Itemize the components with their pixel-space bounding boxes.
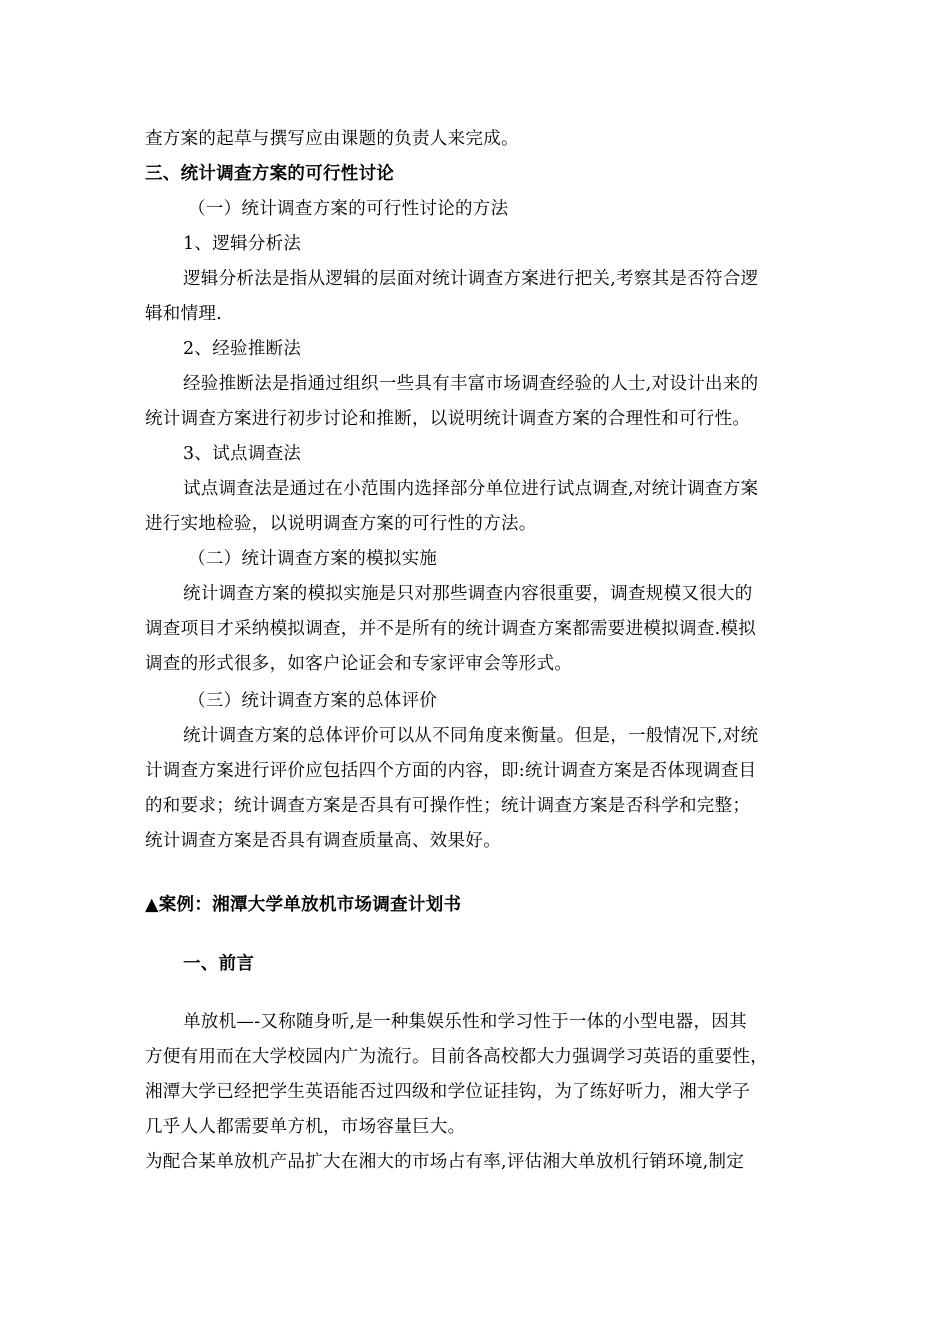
paragraph-line: 单放机—-又称随身听,是一种集娱乐性和学习性于一体的小型电器，因其 xyxy=(183,1012,747,1032)
paragraph-line: 调查项目才采纳模拟调查，并不是所有的统计调查方案都需要进模拟调查.模拟 xyxy=(145,619,757,639)
paragraph-line: 试点调查法是通过在小范围内选择部分单位进行试点调查,对统计调查方案 xyxy=(183,479,759,499)
paragraph-line: 辑和情理. xyxy=(145,304,223,324)
paragraph-line: 几乎人人都需要单方机，市场容量巨大。 xyxy=(145,1117,466,1137)
paragraph-line: 统计调查方案是否具有调查质量高、效果好。 xyxy=(145,831,501,851)
paragraph-line: 湘潭大学已经把学生英语能否过四级和学位证挂钩，为了练好听力，湘大学子 xyxy=(145,1082,751,1102)
paragraph-line: 统计调查方案进行初步讨论和推断，以说明统计调查方案的合理性和可行性。 xyxy=(145,409,751,429)
paragraph-line: 经验推断法是指通过组织一些具有丰富市场调查经验的人士,对设计出来的 xyxy=(183,374,759,394)
paragraph-line: 进行实地检验，以说明调查方案的可行性的方法。 xyxy=(145,514,537,534)
paragraph-line: 统计调查方案的模拟实施是只对那些调查内容很重要，调查规模又很大的 xyxy=(183,584,753,604)
paragraph-line: 的和要求；统计调查方案是否具有可操作性；统计调查方案是否科学和完整； xyxy=(145,796,751,816)
subsection-heading: （一）统计调查方案的可行性讨论的方法 xyxy=(188,199,509,219)
section-heading: 三、统计调查方案的可行性讨论 xyxy=(145,164,395,184)
subsection-heading: （三）统计调查方案的总体评价 xyxy=(188,691,438,711)
paragraph-line: 计调查方案进行评价应包括四个方面的内容，即:统计调查方案是否体现调查目 xyxy=(145,761,757,781)
case-heading: ▲案例：湘潭大学单放机市场调查计划书 xyxy=(145,895,462,915)
paragraph-line: 调查的形式很多，如客户论证会和专家评审会等形式。 xyxy=(145,654,573,674)
paragraph-line: 逻辑分析法是指从逻辑的层面对统计调查方案进行把关,考察其是否符合逻 xyxy=(183,269,759,289)
method-heading: 2、经验推断法 xyxy=(183,339,302,359)
paragraph-line: 方便有用而在大学校园内广为流行。目前各高校都大力强调学习英语的重要性， xyxy=(145,1047,768,1067)
paragraph-line: 统计调查方案的总体评价可以从不同角度来衡量。但是，一般情况下,对统 xyxy=(183,726,759,746)
method-heading: 1、逻辑分析法 xyxy=(183,234,302,254)
subsection-heading: （二）统计调查方案的模拟实施 xyxy=(188,549,438,569)
method-heading: 3、试点调查法 xyxy=(183,444,302,464)
paragraph-line: 查方案的起草与撰写应由课题的负责人来完成。 xyxy=(145,129,519,149)
paragraph-line: 为配合某单放机产品扩大在湘大的市场占有率,评估湘大单放机行销环境,制定 xyxy=(145,1152,745,1172)
section-heading-preface: 一、前言 xyxy=(183,954,255,974)
